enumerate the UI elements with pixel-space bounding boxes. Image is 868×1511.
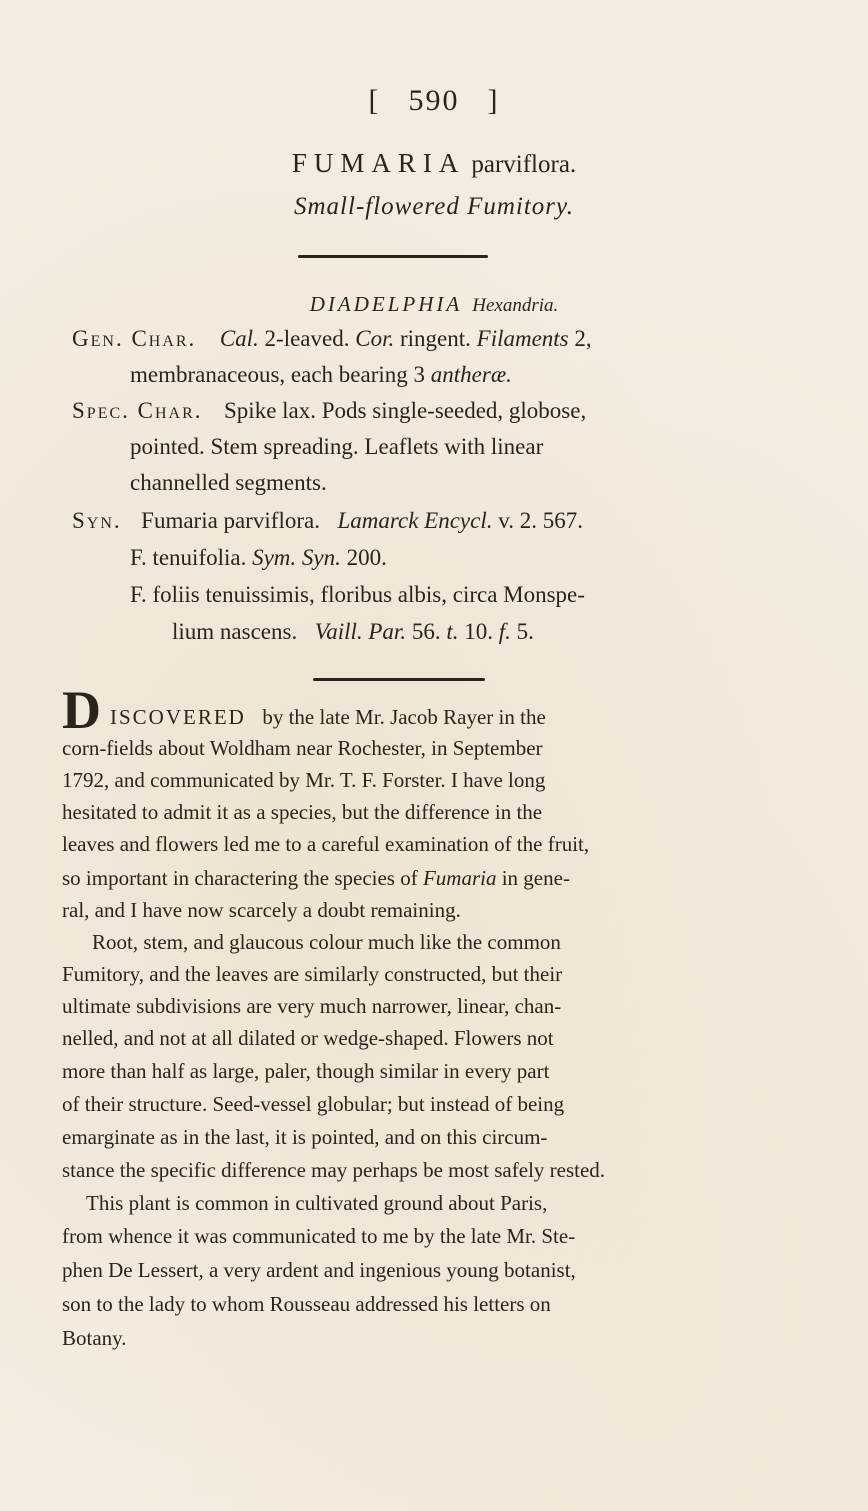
genus-name: FUMARIA bbox=[291, 148, 466, 178]
desc-p3-line-3: phen De Lessert, a very ardent and ingenious young botanist, bbox=[62, 1258, 576, 1282]
linnaean-classification bbox=[0, 292, 868, 317]
desc-p1-line-2: corn-fields about Woldham near Rochester, in September bbox=[62, 736, 543, 760]
desc-p1-line-3: 1792, and communicated by Mr. T. F. Forster. I have long bbox=[62, 768, 546, 792]
desc-p2-line-8: stance the specific difference may perhaps be most safely rested. bbox=[62, 1158, 606, 1182]
gen-char-label: Gen. Char. bbox=[72, 326, 197, 351]
spec-char-line-1: Spec. Char. Spike lax. Pods single-seeded, globose, bbox=[72, 398, 587, 423]
desc-p3-line-4: son to the lady to whom Rousseau addressed his letters on bbox=[62, 1292, 551, 1316]
desc-p2-line-7: emarginate as in the last, it is pointed, and on this circum- bbox=[62, 1125, 548, 1149]
desc-p2-line-1: Root, stem, and glaucous colour much like the common bbox=[92, 930, 561, 954]
class-name: DIADELPHIA bbox=[309, 292, 463, 316]
syn-line-2: F. tenuifolia. Sym. Syn. 200. bbox=[130, 545, 387, 570]
bracket-close: ] bbox=[487, 84, 500, 117]
species-title bbox=[0, 148, 868, 179]
desc-p3-line-1: This plant is common in cultivated ground about Paris, bbox=[86, 1191, 548, 1215]
spec-char-line-2: pointed. Stem spreading. Leaflets with linear bbox=[130, 434, 544, 459]
desc-p2-line-6: of their structure. Seed-vessel globular; but instead of being bbox=[62, 1092, 565, 1116]
page-number bbox=[0, 84, 868, 118]
drop-cap: D bbox=[62, 680, 101, 740]
desc-p3-line-2: from whence it was communicated to me by the late Mr. Ste- bbox=[62, 1224, 576, 1248]
desc-p1-line-6: so important in charactering the species of Fumaria in gene- bbox=[62, 866, 570, 890]
desc-p2-line-4: nelled, and not at all dilated or wedge-shaped. Flowers not bbox=[62, 1026, 554, 1050]
spec-char-label: Spec. Char. bbox=[72, 398, 203, 423]
desc-p2-line-3: ultimate subdivisions are very much narrower, linear, chan- bbox=[62, 994, 562, 1018]
desc-p1-line-5: leaves and flowers led me to a careful examination of the fruit, bbox=[62, 832, 590, 856]
syn-line-4: lium nascens. Vaill. Par. 56. t. 10. f. 5. bbox=[172, 619, 534, 644]
order-name: Hexandria. bbox=[472, 295, 559, 316]
common-name: Small-flowered Fumitory. bbox=[294, 193, 574, 220]
desc-p2-line-5: more than half as large, paler, though similar in every part bbox=[62, 1059, 550, 1083]
gen-char-line-2: membranaceous, each bearing 3 antheræ. bbox=[130, 362, 512, 387]
title-divider bbox=[298, 255, 488, 258]
page-number-value: 590 bbox=[408, 84, 460, 117]
desc-p1-line-4: hesitated to admit it as a species, but the difference in the bbox=[62, 800, 543, 824]
species-name: parviflora. bbox=[471, 151, 577, 178]
syn-line-1: Syn. Fumaria parviflora. Lamarck Encycl. v. 2. 567. bbox=[72, 508, 583, 533]
desc-p1-line-1: ISCOVERED by the late Mr. Jacob Rayer in the bbox=[110, 705, 546, 729]
desc-p2-line-2: Fumitory, and the leaves are similarly constructed, but their bbox=[62, 962, 563, 986]
section-divider bbox=[313, 678, 485, 681]
syn-line-3: F. foliis tenuissimis, floribus albis, circa Monspe- bbox=[130, 582, 585, 607]
bracket-open: [ bbox=[368, 84, 381, 117]
desc-p1-line-7: ral, and I have now scarcely a doubt remaining. bbox=[62, 898, 461, 922]
gen-char-line-1: Gen. Char. Cal. 2-leaved. Cor. ringent. Filaments 2, bbox=[72, 326, 592, 351]
spec-char-line-3: channelled segments. bbox=[130, 470, 327, 495]
syn-label: Syn. bbox=[72, 508, 122, 533]
desc-p3-line-5: Botany. bbox=[62, 1326, 127, 1350]
